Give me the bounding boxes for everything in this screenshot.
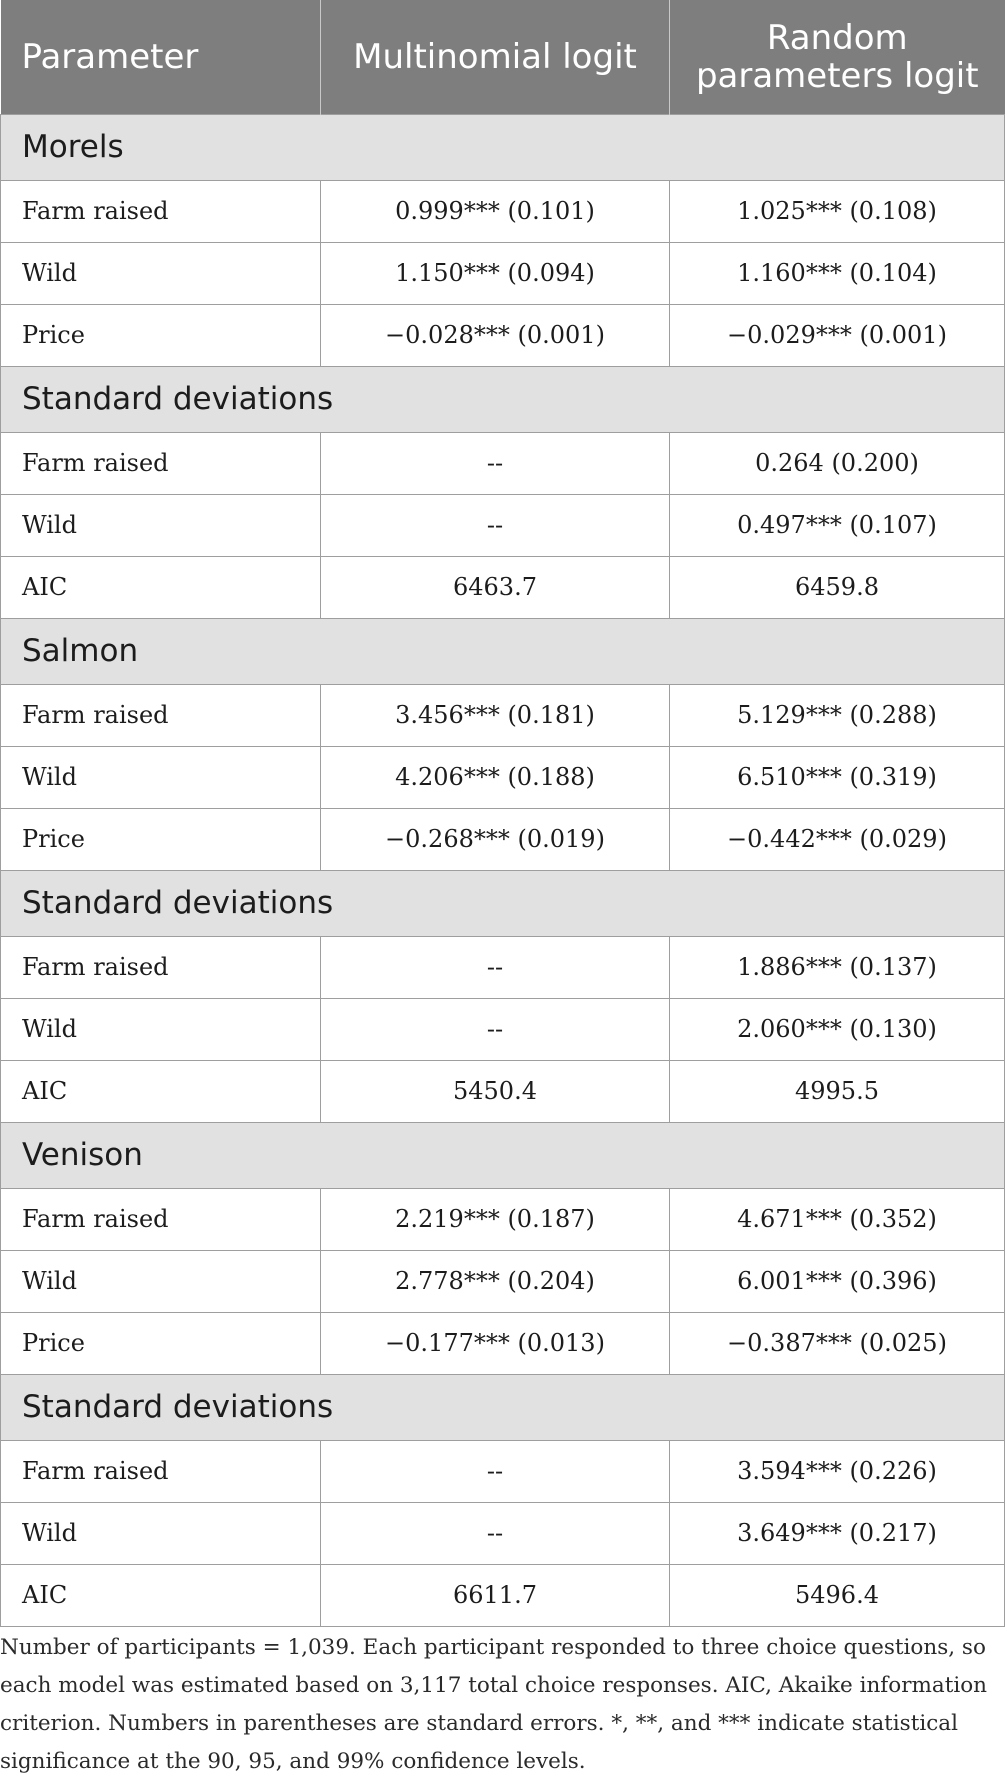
- parameter-cell: Farm raised: [1, 180, 321, 242]
- random-parameters-logit-cell: 0.264 (0.200): [670, 432, 1005, 494]
- multinomial-logit-cell: --: [321, 1440, 670, 1502]
- multinomial-logit-cell: 6611.7: [321, 1564, 670, 1626]
- parameter-cell: Wild: [1, 242, 321, 304]
- section-label: Standard deviations: [1, 870, 1005, 936]
- parameter-cell: Price: [1, 1312, 321, 1374]
- parameter-cell: AIC: [1, 556, 321, 618]
- random-parameters-logit-cell: 3.594*** (0.226): [670, 1440, 1005, 1502]
- random-parameters-logit-cell: 1.025*** (0.108): [670, 180, 1005, 242]
- parameter-cell: Wild: [1, 998, 321, 1060]
- section-row: [1, 1122, 1005, 1188]
- table-body: [1, 114, 1005, 1626]
- parameter-cell: Price: [1, 808, 321, 870]
- section-row: [1, 870, 1005, 936]
- random-parameters-logit-cell: 4995.5: [670, 1060, 1005, 1122]
- multinomial-logit-cell: --: [321, 1502, 670, 1564]
- section-label: Standard deviations: [1, 1374, 1005, 1440]
- header-row: [1, 0, 1005, 114]
- parameter-cell: AIC: [1, 1060, 321, 1122]
- section-label: Venison: [1, 1122, 1005, 1188]
- table-row: [1, 684, 1005, 746]
- random-parameters-logit-cell: 6.510*** (0.319): [670, 746, 1005, 808]
- multinomial-logit-cell: --: [321, 998, 670, 1060]
- section-label: Standard deviations: [1, 366, 1005, 432]
- random-parameters-logit-cell: 0.497*** (0.107): [670, 494, 1005, 556]
- parameter-cell: Farm raised: [1, 1440, 321, 1502]
- table-footnote: Number of participants = 1,039. Each participant responded to three choice questions, so each model was estimated based on 3,117 total choice responses. AIC, Akaike information criterion. Numbers in parentheses are standard errors. *, **, and *** indicate statistical significance at the 90, 95, and 99% confidence levels.: [0, 1635, 987, 1774]
- parameter-cell: Wild: [1, 746, 321, 808]
- section-row: [1, 114, 1005, 180]
- table-row: [1, 1312, 1005, 1374]
- table-row: [1, 180, 1005, 242]
- section-row: [1, 366, 1005, 432]
- multinomial-logit-cell: --: [321, 936, 670, 998]
- section-label: Morels: [1, 114, 1005, 180]
- parameter-cell: Farm raised: [1, 432, 321, 494]
- parameter-cell: Price: [1, 304, 321, 366]
- multinomial-logit-cell: --: [321, 494, 670, 556]
- multinomial-logit-cell: 6463.7: [321, 556, 670, 618]
- multinomial-logit-cell: 1.150*** (0.094): [321, 242, 670, 304]
- multinomial-logit-cell: 4.206*** (0.188): [321, 746, 670, 808]
- random-parameters-logit-cell: −0.442*** (0.029): [670, 808, 1005, 870]
- table-header: [1, 0, 1005, 114]
- random-parameters-logit-cell: 1.886*** (0.137): [670, 936, 1005, 998]
- random-parameters-logit-cell: −0.387*** (0.025): [670, 1312, 1005, 1374]
- section-row: [1, 618, 1005, 684]
- table-row: [1, 494, 1005, 556]
- section-row: [1, 1374, 1005, 1440]
- table-row: [1, 304, 1005, 366]
- table-row: [1, 1440, 1005, 1502]
- multinomial-logit-cell: −0.028*** (0.001): [321, 304, 670, 366]
- table-row: [1, 556, 1005, 618]
- multinomial-logit-cell: 2.778*** (0.204): [321, 1250, 670, 1312]
- section-label: Salmon: [1, 618, 1005, 684]
- multinomial-logit-cell: --: [321, 432, 670, 494]
- random-parameters-logit-cell: −0.029*** (0.001): [670, 304, 1005, 366]
- parameter-cell: Wild: [1, 1502, 321, 1564]
- parameter-cell: Farm raised: [1, 936, 321, 998]
- parameter-cell: Wild: [1, 1250, 321, 1312]
- random-parameters-logit-cell: 6459.8: [670, 556, 1005, 618]
- table-row: [1, 432, 1005, 494]
- header-parameter: Parameter: [1, 0, 321, 114]
- random-parameters-logit-cell: 2.060*** (0.130): [670, 998, 1005, 1060]
- random-parameters-logit-cell: 5496.4: [670, 1564, 1005, 1626]
- table-row: [1, 1250, 1005, 1312]
- multinomial-logit-cell: 2.219*** (0.187): [321, 1188, 670, 1250]
- table-row: [1, 998, 1005, 1060]
- table-row: [1, 1060, 1005, 1122]
- multinomial-logit-cell: 3.456*** (0.181): [321, 684, 670, 746]
- header-random-parameters-logit: Random parameters logit: [670, 0, 1005, 114]
- parameter-cell: Farm raised: [1, 684, 321, 746]
- table-row: [1, 808, 1005, 870]
- table-row: [1, 1188, 1005, 1250]
- parameter-cell: Wild: [1, 494, 321, 556]
- table-row: [1, 936, 1005, 998]
- multinomial-logit-cell: 0.999*** (0.101): [321, 180, 670, 242]
- table-row: [1, 1502, 1005, 1564]
- table-row: [1, 746, 1005, 808]
- multinomial-logit-cell: −0.177*** (0.013): [321, 1312, 670, 1374]
- random-parameters-logit-cell: 1.160*** (0.104): [670, 242, 1005, 304]
- random-parameters-logit-cell: 3.649*** (0.217): [670, 1502, 1005, 1564]
- parameter-cell: AIC: [1, 1564, 321, 1626]
- multinomial-logit-cell: 5450.4: [321, 1060, 670, 1122]
- table-row: [1, 242, 1005, 304]
- random-parameters-logit-cell: 4.671*** (0.352): [670, 1188, 1005, 1250]
- random-parameters-logit-cell: 5.129*** (0.288): [670, 684, 1005, 746]
- random-parameters-logit-cell: 6.001*** (0.396): [670, 1250, 1005, 1312]
- parameter-cell: Farm raised: [1, 1188, 321, 1250]
- multinomial-logit-cell: −0.268*** (0.019): [321, 808, 670, 870]
- table-row: [1, 1564, 1005, 1626]
- header-multinomial-logit: Multinomial logit: [321, 0, 670, 114]
